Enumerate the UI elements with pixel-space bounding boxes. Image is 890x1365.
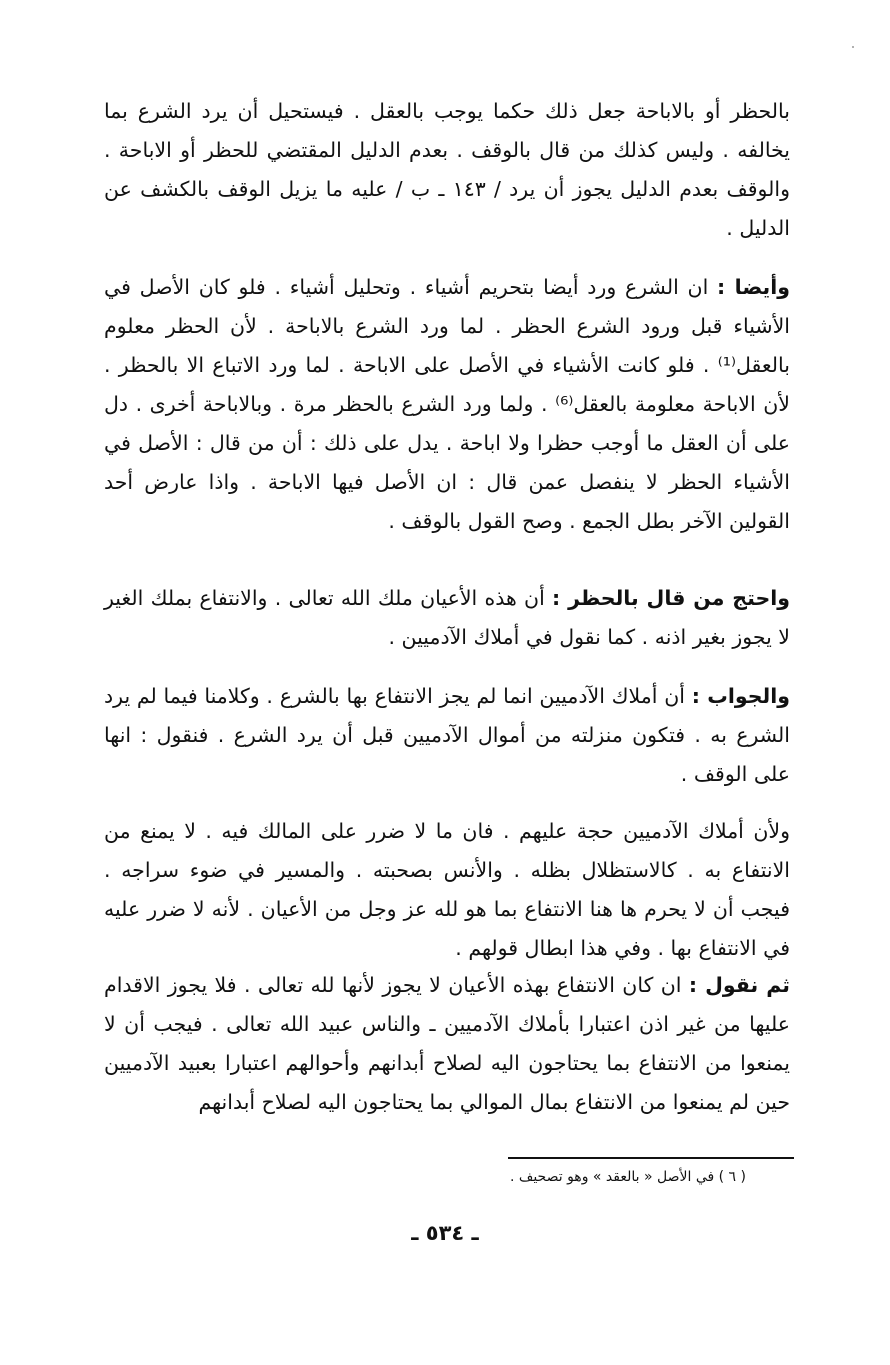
paragraph-3 [104,579,790,657]
paragraph-6-lead: ثم نقول : [688,973,790,997]
footnote: ( ٦ ) في الأصل « بالعقد » وهو تصحيف . [509,1169,746,1185]
paragraph-2-lead: وأيضا : [717,275,790,299]
paragraph-4-text: أن أملاك الآدميين انما لم يجز الانتفاع بها بالشرع . وكلامنا فيما لم يرد الشرع به . فتكون منزلته من أموال الآدميين قبل أن يرد الشرع . فنقول : انها على الوقف . [104,684,790,786]
paragraph-1-text: بالحظر أو بالاباحة جعل ذلك حكما يوجب بالعقل . فيستحيل أن يرد الشرع بما يخالفه . وليس كذلك من قال بالوقف . بعدم الدليل المقتضي للحظر أو الاباحة . والوقف بعدم الدليل يجوز أن يرد / ١٤٣ ـ ب / عليه ما يزيل الوقف بالكشف عن الدليل . [104,99,790,240]
paragraph-2-text: ان الشرع ورد أيضا بتحريم أشياء . وتحليل أشياء . فلو كان الأصل في الأشياء قبل ورود الشرع الحظر . لما ورد الشرع بالاباحة . لأن الحظر معلوم بالعقل⁽¹⁾ . فلو كانت الأشياء في الأصل على الاباحة . لما ورد الاتباع الا بالحظر . لأن الاباحة معلومة بالعقل⁽⁶⁾ . ولما ورد الشرع بالحظر مرة . وبالاباحة أخرى . دل على أن العقل ما أوجب حظرا ولا اباحة . يدل على ذلك : أن من قال : الأصل في الأشياء الحظر لا ينفصل عمن قال : ان الأصل فيها الاباحة . واذا عارض أحد القولين الآخر بطل الجمع . وصح القول بالوقف . [104,275,790,533]
paragraph-4-lead: والجواب : [691,684,790,708]
paragraph-3-lead: واحتج من قال بالحظر : [552,586,790,610]
paragraph-6 [104,966,790,1122]
page-number: ـ ٥٣٤ ـ [411,1221,479,1245]
paragraph-5-text: ولأن أملاك الآدميين حجة عليهم . فان ما لا ضرر على المالك فيه . لا يمنع من الانتفاع به . كالاستظلال بظله . والأنس بصحبته . والمسير في ضوء سراجه . فيجب أن لا يحرم ها هنا الانتفاع بما هو لله عز وجل من الأعيان . لأنه لا ضرر عليه في الانتفاع بها . وفي هذا ابطال قولهم . [104,819,790,960]
paragraph-6-text: ان كان الانتفاع بهذه الأعيان لا يجوز لأنها لله تعالى . فلا يجوز الاقدام عليها من غير اذن اعتبارا بأملاك الآدميين ـ والناس عبيد الله تعالى . فيجب أن لا يمنعوا من الانتفاع بما يحتاجون اليه لصلاح أبدانهم وأحوالهم اعتبارا بعبيد الآدميين حين لم يمنعوا من الانتفاع بمال الموالي بما يحتاجون اليه لصلاح أبدانهم [104,973,790,1114]
footnote-divider [508,1157,794,1159]
paragraph-2 [104,268,790,541]
paragraph-1 [104,92,790,248]
paragraph-3-text: أن هذه الأعيان ملك الله تعالى . والانتفاع بملك الغير لا يجوز بغير اذنه . كما نقول في أملاك الآدميين . [104,586,790,649]
margin-speck [852,46,854,48]
paragraph-4 [104,677,790,794]
paragraph-5 [104,812,790,968]
